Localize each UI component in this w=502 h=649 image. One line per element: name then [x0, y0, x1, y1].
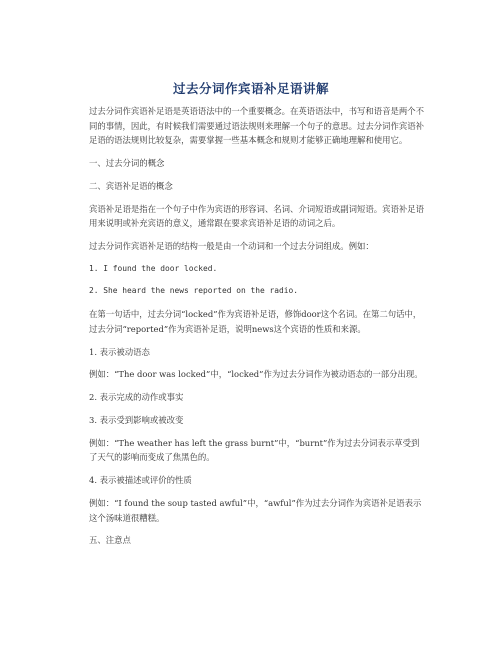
- structure-paragraph: 过去分词作宾语补足语的结构一般是由一个动词和一个过去分词组成。例如：: [89, 240, 374, 251]
- usage-item-4: 4. 表示被描述或评价的性质: [89, 475, 192, 486]
- intro-paragraph: 过去分词作宾语补足语是英语语法中的一个重要概念。在英语语法中，书写和语音是两个不同的事情，因此，有时候我们需要通过语法规则来理解一个句子的意思。过去分词作宾语补足语的语法规则比较复杂，需要掌握一些基本概念和规则才能够正确地理解和使用它。: [89, 106, 424, 146]
- usage-example-4: 例如：“I found the soup tasted awful”中，“awful”作为过去分词作为宾语补足语表示这个汤味道很糟糕。: [89, 497, 422, 523]
- usage-item-3: 3. 表示受到影响或被改变: [89, 414, 184, 425]
- example-sentence-1: 1. I found the door locked.: [89, 263, 218, 273]
- example-sentence-2: 2. She heard the news reported on the radio.: [89, 286, 299, 296]
- document-body: [89, 104, 425, 556]
- usage-item-2: 2. 表示完成的动作或事实: [89, 392, 184, 403]
- usage-example-3: 例如：“The weather has left the grass burnt”中，“burnt”作为过去分词表示草受到了天气的影响而变成了焦黑色的。: [89, 437, 420, 463]
- usage-example-1: 例如：“The door was locked”中，“locked”作为过去分词作为被动语态的一部分出现。: [89, 369, 423, 380]
- usage-item-1: 1. 表示被动语态: [89, 346, 150, 357]
- section-heading-1: 一、过去分词的概念: [89, 157, 165, 168]
- object-complement-definition: 宾语补足语是指在一个句子中作为宾语的形容词、名词、介词短语或副词短语。宾语补足语用来说明或补充宾语的意义，通常跟在要求宾语补足语的动词之后。: [89, 203, 424, 229]
- document-title: 过去分词作宾语补足语讲解: [172, 81, 329, 96]
- section-heading-5: 五、注意点: [89, 535, 131, 546]
- example-explanation: 在第一句话中，过去分词“locked”作为宾语补足语，修饰door这个名词。在第二句话中，过去分词“reported”作为宾语补足语，说明news这个宾语的性质和来源。: [89, 309, 422, 334]
- section-heading-2: 二、宾语补足语的概念: [89, 180, 173, 191]
